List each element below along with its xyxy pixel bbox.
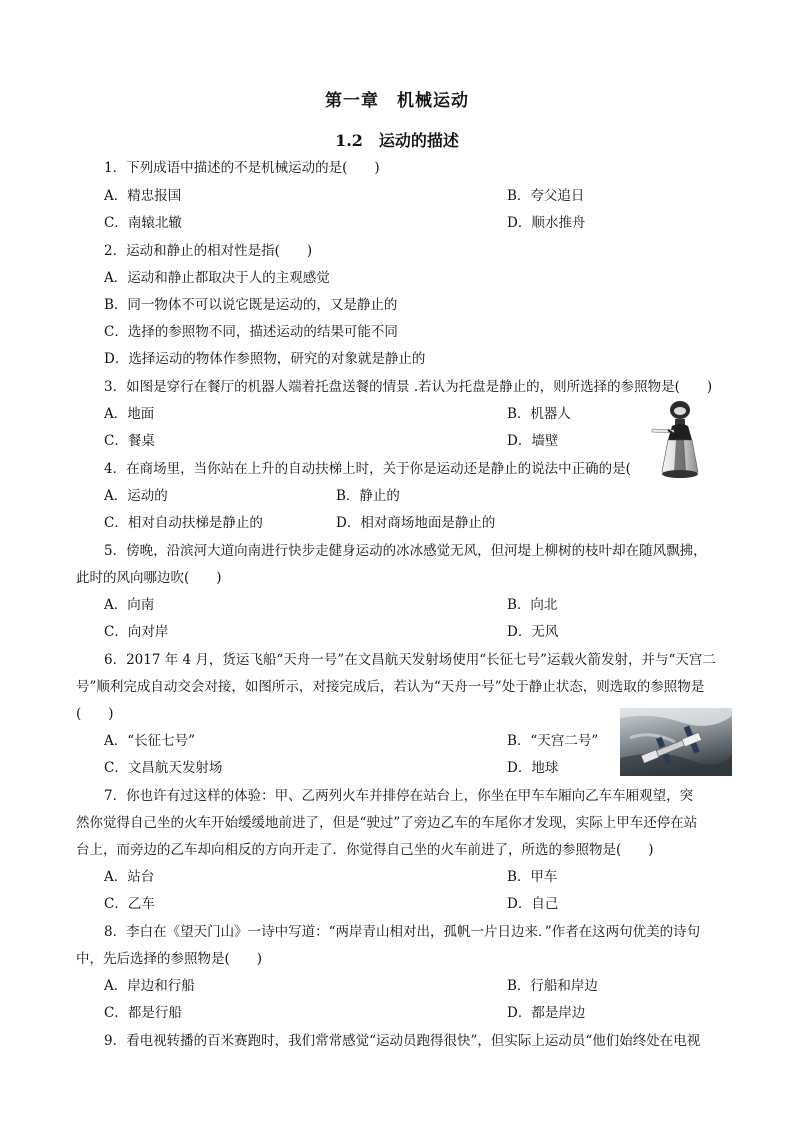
q7-option-b[interactable]: B．甲车 <box>507 869 558 885</box>
q6-option-a[interactable]: A．“长征七号” <box>104 733 196 749</box>
q8-option-d[interactable]: D．都是岸边 <box>507 1005 586 1021</box>
question-5-stem-line2: 此时的风向哪边吹( ) <box>76 570 222 586</box>
spacecraft-docking-photo <box>620 708 732 776</box>
question-4-stem: 4．在商场里，当你站在上升的自动扶梯上时，关于你是运动还是静止的说法中正确的是( <box>104 461 631 477</box>
question-7-stem-line1: 7．你也许有过这样的体验：甲、乙两列火车并排停在站台上，你坐在甲车车厢向乙车车厢观望，突 <box>104 788 694 804</box>
q6-option-b[interactable]: B．“天宫二号” <box>507 733 599 749</box>
question-6-stem-line2: 号”顺利完成自动交会对接，如图所示，对接完成后，若认为“天舟一号”处于静止状态，则选取的参照物是 <box>76 679 705 695</box>
q5-option-b[interactable]: B．向北 <box>507 597 558 613</box>
q3-option-b[interactable]: B．机器人 <box>507 406 571 422</box>
q4-option-d[interactable]: D．相对商场地面是静止的 <box>336 515 496 531</box>
q7-option-d[interactable]: D．自己 <box>507 896 559 912</box>
section-title: 1.2 运动的描述 <box>335 131 459 150</box>
q2-option-c[interactable]: C．选择的参照物不同，描述运动的结果可能不同 <box>104 324 398 340</box>
q3-option-c[interactable]: C．餐桌 <box>104 433 155 449</box>
q7-option-a[interactable]: A．站台 <box>104 869 155 885</box>
q6-option-c[interactable]: C．文昌航天发射场 <box>104 760 223 776</box>
q1-option-c[interactable]: C．南辕北辙 <box>104 215 182 231</box>
q1-option-b[interactable]: B．夸父追日 <box>507 188 585 204</box>
q8-option-b[interactable]: B．行船和岸边 <box>507 978 598 994</box>
q3-option-d[interactable]: D．墙壁 <box>507 433 559 449</box>
q2-option-b[interactable]: B．同一物体不可以说它既是运动的，又是静止的 <box>104 297 398 313</box>
q2-option-a[interactable]: A．运动和静止都取决于人的主观感觉 <box>104 270 330 286</box>
question-3-stem: 3．如图是穿行在餐厅的机器人端着托盘送餐的情景 .若认为托盘是静止的，则所选择的参照物是( ) <box>104 379 713 395</box>
q5-option-a[interactable]: A．向南 <box>104 597 155 613</box>
q1-option-a[interactable]: A．精忠报国 <box>104 188 182 204</box>
q5-option-d[interactable]: D．无风 <box>507 624 559 640</box>
q6-option-d[interactable]: D．地球 <box>507 760 559 776</box>
restaurant-robot-icon <box>648 400 704 480</box>
q2-option-d[interactable]: D．选择运动的物体作参照物，研究的对象就是静止的 <box>104 351 426 367</box>
chapter-title: 第一章 机械运动 <box>325 91 469 111</box>
question-9-stem-line1: 9．看电视转播的百米赛跑时，我们常常感觉“运动员跑得很快”，但实际上运动员“他们始终处在电视 <box>104 1033 701 1049</box>
q7-option-c[interactable]: C．乙车 <box>104 896 155 912</box>
question-7-stem-line3: 台上，而旁边的乙车却向相反的方向开走了．你觉得自己坐的火车前进了，所选的参照物是( ) <box>76 842 654 858</box>
question-7-stem-line2: 然你觉得自己坐的火车开始缓缓地前进了，但是“驶过”了旁边乙车的车尾你才发现，实际上甲车还停在站 <box>76 815 698 831</box>
question-8-stem-line2: 中，先后选择的参照物是( ) <box>76 951 263 967</box>
q5-option-c[interactable]: C．向对岸 <box>104 624 169 640</box>
question-2-stem: 2．运动和静止的相对性是指( ) <box>104 243 313 259</box>
q8-option-a[interactable]: A．岸边和行船 <box>104 978 195 994</box>
q4-option-c[interactable]: C．相对自动扶梯是静止的 <box>104 515 263 531</box>
question-1-stem: 1．下列成语中描述的不是机械运动的是( ) <box>104 160 380 176</box>
q4-option-b[interactable]: B．静止的 <box>336 488 400 504</box>
question-8-stem-line1: 8．李白在《望天门山》一诗中写道：“两岸青山相对出，孤帆一片日边来．”作者在这两句优美的诗句 <box>104 924 701 940</box>
question-5-stem-line1: 5．傍晚，沿滨河大道向南进行快步走健身运动的冰冰感觉无风，但河堤上柳树的枝叶却在随风飘拂， <box>104 543 707 559</box>
q3-option-a[interactable]: A．地面 <box>104 406 155 422</box>
q8-option-c[interactable]: C．都是行船 <box>104 1005 182 1021</box>
question-6-stem-line3: ( ) <box>76 706 114 722</box>
question-6-stem-line1: 6．2017 年 4 月，货运飞船“天舟一号”在文昌航天发射场使用“长征七号”运载火箭发射，并与“天宫二 <box>104 652 716 668</box>
q1-option-d[interactable]: D．顺水推舟 <box>507 215 586 231</box>
q4-option-a[interactable]: A．运动的 <box>104 488 168 504</box>
